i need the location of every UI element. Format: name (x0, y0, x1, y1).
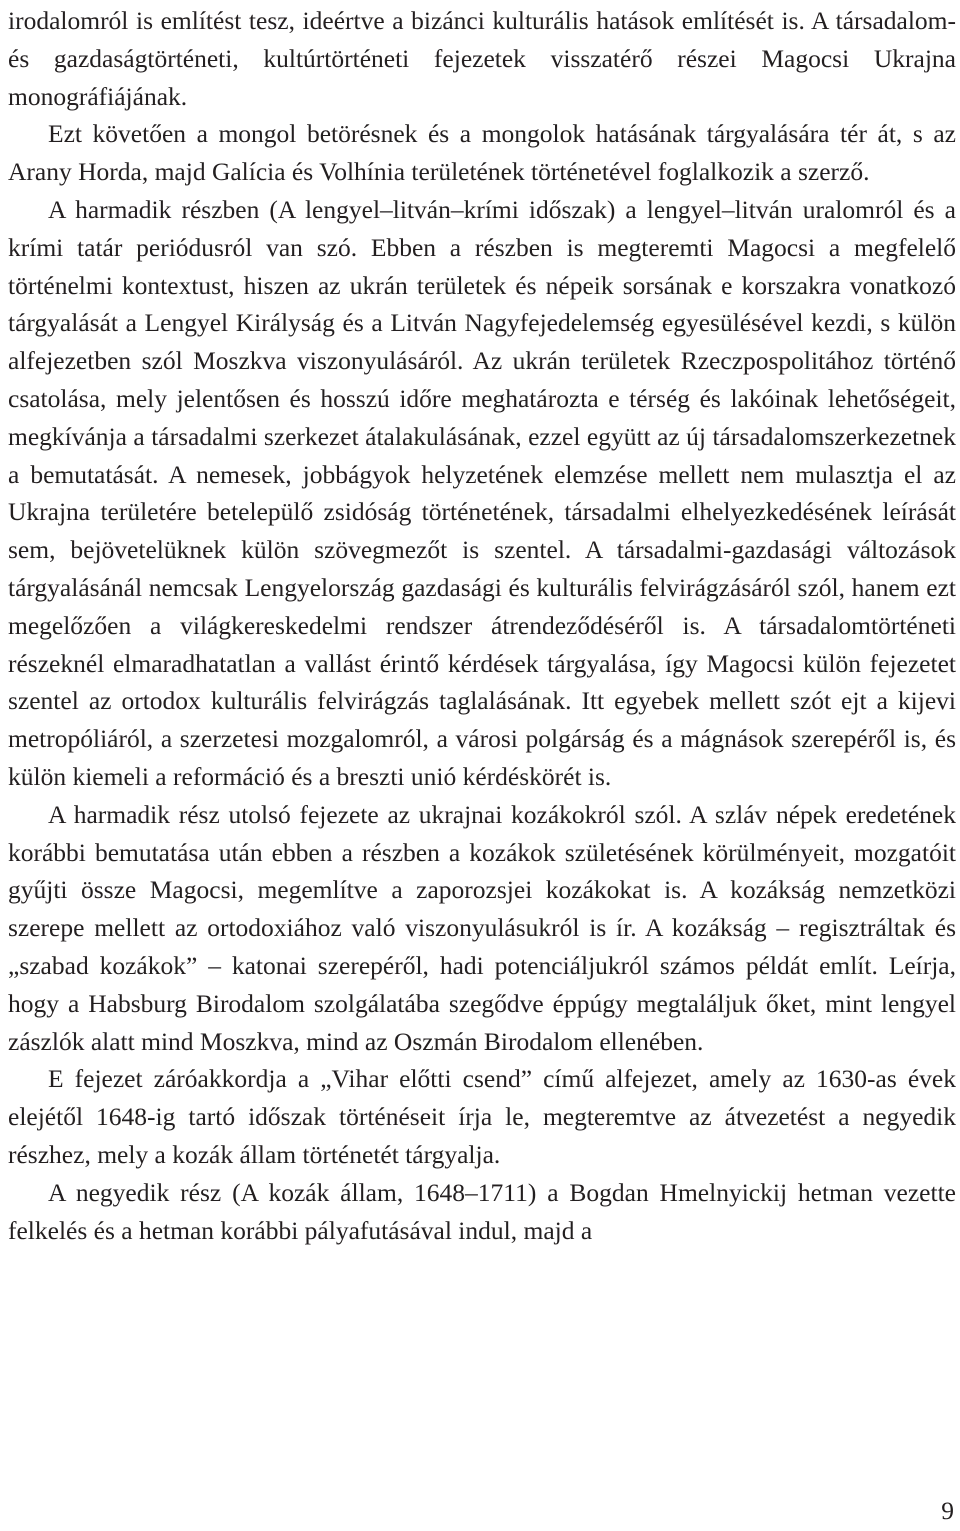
paragraph: irodalomról is említést tesz, ideértve a bizánci kulturális hatások említését is. A társadalom- és gazdaságtörténeti, kultúrtörténeti fejezetek visszatérő részei Magocsi Ukrajna monográfiájának. (8, 6, 956, 111)
paragraph: A harmadik rész utolsó fejezete az ukrajnai kozákokról szól. A szláv népek eredetének korábbi bemutatása után ebben a részben a kozákok születésének körülményeit, mozgatóit gyűjti össze Magocsi, megemlítve a zaporozsjei kozákokat is. A kozákság nemzetközi szerepe mellett az ortodoxiához való viszonyulásukról is ír. A kozákság – regisztráltak és „szabad kozákok” – katonai szerepéről, hadi potenciáljukról számos példát említ. Leírja, hogy a Habsburg Birodalom szolgálatába szegődve éppúgy megtaláljuk őket, mint lengyel zászlók alatt mind Moszkva, mind az Oszmán Birodalom ellenében. (8, 799, 956, 1056)
page-number: 9 (941, 1496, 954, 1525)
paragraph: A harmadik részben (A lengyel–litván–krími időszak) a lengyel–litván uralomról és a krími tatár periódusról van szó. Ebben a részben is megteremti Magocsi a megfelelő történelmi kontextust, hiszen az ukrán területek és népeik sorsának e korszakra vonatkozó tárgyalását a Lengyel Királyság és a Litván Nagyfejedelemség egyesülésével kezdi, s külön alfejezetben szól Moszkva viszonyulásáról. Az ukrán területek Rzeczpospolitához történő csatolása, mely jelentősen és hosszú időre meghatározta e térség és lakóinak lehetőségeit, megkívánja a társadalmi szerkezet átalakulásának, ezzel együtt az új társadalomszerkezetnek a bemutatását. A nemesek, jobbágyok helyzetének elemzése mellett nem mulasztja el az Ukrajna területére betelepülő zsidóság történetének, társadalmi elhelyezkedésének leírását sem, bejövetelüknek külön szövegmezőt is szentel. A társadalmi-gazdasági változások tárgyalásánál nemcsak Lengyelország gazdasági és kulturális felvirágzásáról szól, hanem ezt megelőzően a világkereskedelmi rendszer átrendeződéséről is. A társadalomtörténeti részeknél elmaradhatatlan a vallást érintő kérdések tárgyalása, így Magocsi külön fejezetet szentel az ortodox kulturális felvirágzás taglalásának. Itt egyebek mellett szót ejt a kijevi metropóliáról, a szerzetesi mozgalomról, a városi polgárság és a mágnások szerepéről is, és külön kiemeli a reformáció és a breszti unió kérdéskörét is. (8, 194, 956, 791)
paragraph: E fejezet záróakkordja a „Vihar előtti csend” című alfejezet, amely az 1630-as évek elejétől 1648-ig tartó időszak történéseit írja le, megteremtve az átvezetést a negyedik részhez, mely a kozák állam történetét tárgyalja. (8, 1064, 956, 1169)
document-body (8, 2, 956, 1249)
paragraph: Ezt követően a mongol betörésnek és a mongolok hatásának tárgyalására tér át, s az Arany Horda, majd Galícia és Volhínia területének történetével foglalkozik a szerző. (8, 119, 956, 187)
paragraph: A negyedik rész (A kozák állam, 1648–1711) a Bogdan Hmelnyickij hetman vezette felkelés és a hetman korábbi pályafutásával indul, majd a (8, 1177, 956, 1245)
